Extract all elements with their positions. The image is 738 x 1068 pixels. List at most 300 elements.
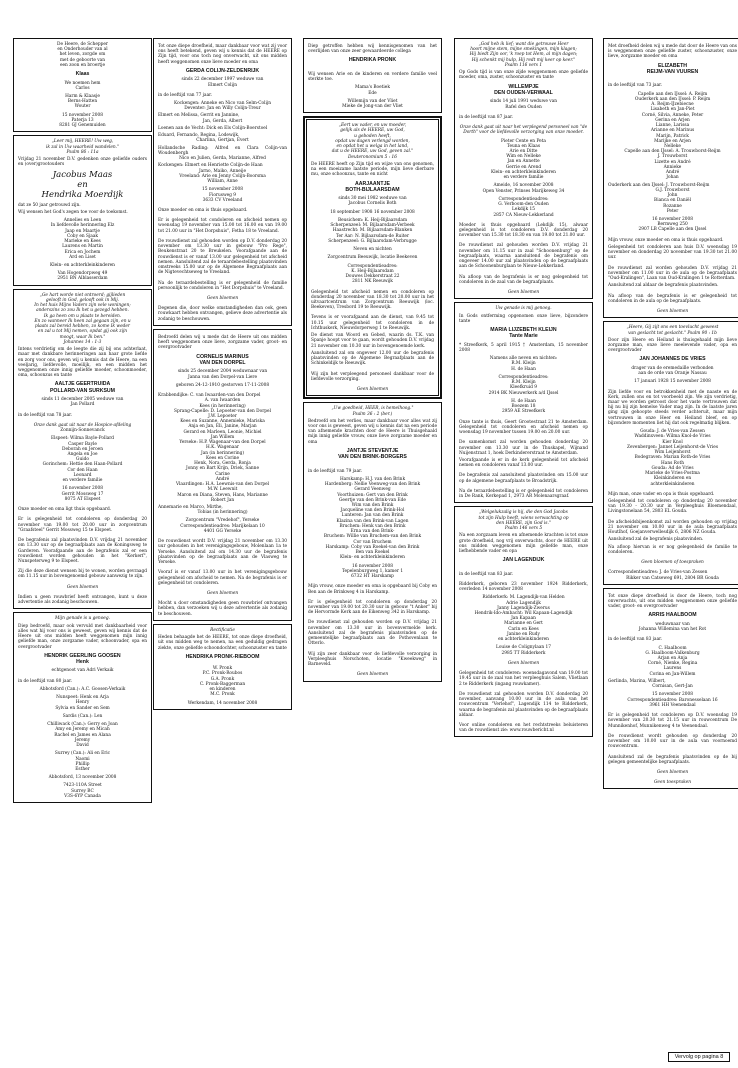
- notice-line: Er is gelegenheid tot condoleren op D.V. woensdag 19 november van 20.30 tot 21.15 uur in rouwcentrum De Munnikenhof, Munnikenweg 4 te Veenendaal.: [608, 713, 737, 729]
- notice-line: [311, 310, 434, 313]
- notice-line: M.W. Leewnit: [207, 487, 238, 493]
- notice-line: Beusichem: K. Heij-Bijlaarsdam: [337, 217, 408, 223]
- bible-verse: „Uw goedheid, HEER, is hemelhoog." Psalm 36 : 2 (ber.): [331, 406, 414, 417]
- notice-line: Elmert Colijn: [208, 82, 237, 88]
- notice-line: Rikker van Catseweg 691, 2804 BR Gouda: [626, 575, 719, 581]
- notice-line: Onze moeder en oma ligt thuis opgebaard.: [18, 507, 112, 513]
- notice-line: Arjan en Anja: [657, 656, 688, 661]
- notice-line: Wim van den Brink: [351, 503, 394, 509]
- notice-line: Arianne en Marinus: [650, 128, 695, 134]
- notice-line: Elmert en Melissa, Gerrit en Jannine,: [158, 113, 240, 119]
- deceased-name: AALTJE GEERTRUIDA POLLARD-VAN SURKSUM: [49, 381, 116, 394]
- notice-line: Corné, Silvia, Anneke, Peter: [641, 112, 704, 118]
- notice-line: Waddinxveen: Wilma Knol-de Vries: [634, 434, 711, 440]
- notice-line: Aansluitend zal de begrafenis plaatsvinden op de bij gelegen gemeentelijke begraafplaats.: [608, 754, 737, 765]
- notice-line: De rouwdienst zal gehouden worden D.V. vrijdag 21 november om 11.15 uur in zaal "Schoonenburg" op de begraafplaats, waarna aansluitend de begrafenis om ongeveer 14.00 uur zal plaatsvinden op de begraafplaats aan de Schoonenburglaan te Nieuw-Lekkerland.: [459, 243, 588, 270]
- notice-line: Arie en Ditte: [509, 148, 538, 154]
- notice-line: Mijn man, onze vader en opa is thuis opgebaard.: [608, 491, 715, 497]
- notice-text: Diep bedroefd, maar ook vervuld met dankbaarheid voor alles wat hij voor ons is geweest, geven wij kennis dat de Heere uit ons midden heeft weggenomen mijn innig geliefde man, onze zorgzame vader, schoonvader, opa en overgrootvader: [18, 623, 147, 650]
- notice-line: Ridderkerk: M. Lagendijk-van Helden: [482, 595, 565, 601]
- notice-line: Annieke: [663, 164, 682, 170]
- notice-line: [18, 674, 147, 677]
- notice-line: Naomi: [75, 756, 90, 762]
- notice-line: Hardenberg: Nellie Veenweg-van den Brink: [324, 482, 421, 488]
- notice-line: Na afloop van de begrafenis is er gelegenheid tot condoleren in de aula op de begraafplaats.: [608, 293, 737, 304]
- notice-line: [308, 464, 437, 467]
- notice-line: [608, 78, 737, 81]
- notice-line: [608, 289, 737, 292]
- notice-line: [608, 304, 737, 307]
- notice-line: dat ze 50 jaar getrouwd zijn.: [18, 202, 81, 208]
- notice-line: Ridderkerk, geboren 23 november 1924 Ridderkerk, overleden 14 november 2008: [459, 581, 588, 593]
- notice-line: Correspondentieadres: J. de Vries-van Zessen: [608, 570, 708, 576]
- notice-line: Harm & Klaasje: [65, 93, 100, 99]
- notice-line: [459, 718, 588, 721]
- notice-text: Bedroefd delen wij u mede dat de Heere uit ons midden heeft weggenomen onze lieve, zorgzame vader, groot- en overgrootvader: [158, 334, 287, 351]
- notice-line: Gerlinda, Marina, Wilbert,: [608, 678, 666, 684]
- notice-line: 7423-110A Street: [63, 783, 102, 789]
- notice-line: Wij wensen het God's zegen toe voor de toekomst.: [18, 209, 128, 215]
- notice-line: Vooraf is er vanaf 13.00 uur in het verenigingsgebouw gelegenheid om afscheid te nemen. Na de begrafenis is er gelegenheid tot condoleren.: [158, 570, 287, 586]
- notice-line: Geen bloemen: [507, 660, 540, 666]
- notice-line: 2857 CA Nieuw-Lekkerland: [493, 212, 554, 218]
- notice-line: 2811 NK Reeuwijk: [352, 279, 393, 285]
- notice-line: Jaap en Maartje: [65, 228, 100, 234]
- notice-line: Klein- en achterkleinkinderen: [491, 169, 556, 175]
- notice-line: Teuna en Klaas: [506, 143, 541, 149]
- notice-line: Erna van den Brink-: [350, 529, 395, 535]
- notice-line: Eduard, Fernando, Regina, Lodewijk,: [158, 133, 240, 139]
- notice-line: Rachel en James en Alana: [54, 732, 111, 738]
- notice-line: In liefdevolle herinnering Elz: [50, 223, 115, 229]
- notice-line: Kees en Corine: [205, 455, 240, 461]
- notice-line: Capelle aan den IJssel: A. Reijm: [637, 91, 708, 97]
- notice-line: 16 november 2008: [652, 217, 693, 223]
- notice-line: P.C. Pronk-Roubos: [202, 671, 243, 677]
- continued-on-page-label[interactable]: Vervolg op pagina 8: [668, 1052, 730, 1062]
- notice-line: Phillip: [75, 761, 90, 767]
- notice-line: J.W. Lepoeter: [208, 413, 237, 419]
- notice-line: Er is gelegenheid tot condoleren op donderdag 20 november van 19.00 tot 20.30 uur in gebouw "t Anker" bij de Hervormde Kerk aan de Eikenweg 342 in Harskamp.: [308, 599, 437, 616]
- notice-line: Jarno, Maiko, Anneije: [198, 168, 247, 174]
- notice-line: Cor den Haan: [67, 467, 98, 473]
- notice-line: Hollandsche Rading: Alfred en Clara Colijn-van Woudenbergh: [158, 145, 287, 156]
- notice-line: [608, 775, 737, 778]
- notice-line: en verdere familie: [62, 478, 103, 484]
- notice-line: Correspondentieadres: Baronesselaan 16: [627, 697, 718, 703]
- notice-line: H.K. Wagenaar: [206, 445, 239, 451]
- notice-line: Correspondentieadres:: [498, 196, 549, 202]
- notice-line: Geen bloemen: [206, 591, 239, 597]
- notice-line: Rafel den Ouden: [505, 104, 542, 110]
- notice-line: sinds 14 juli 1991 weduwe van: [489, 99, 558, 105]
- notice-line: De rouwdienst zal gehouden worden op D.V. vrijdag 21 november om 13.30 uur in bovenvermelde kerk. Aansluitend zal de begrafenis plaatsvinden op de gemeentelijke begraafplaats aan de Pothovenlaan te Otterlo.: [308, 620, 437, 647]
- notice-line: Kleinkinderen en: [653, 476, 692, 482]
- notice-line: Aansluitend zal aldaar de begrafenis plaatsvinden.: [608, 283, 719, 289]
- notice-line: en verdere familie: [503, 175, 544, 181]
- intro-line: en Onderhouder van al: [57, 47, 108, 53]
- notice-line: in de leeftijd van 79 jaar.: [308, 468, 363, 474]
- notice-line: 15 november 2008: [652, 692, 693, 698]
- death-notice: [13, 612, 152, 803]
- notice-line: W. Pronk: [212, 666, 233, 672]
- notice-line: Guido: [76, 457, 89, 463]
- notice-line: C. Pronk-Baggerman: [199, 681, 246, 687]
- notice-line: Correspondentieadres:: [498, 374, 549, 380]
- notice-line: 2985 TT Ridderkerk: [501, 650, 546, 656]
- notice-line: Bruchem: Henk van den Brink: [339, 523, 406, 529]
- notice-line: [459, 687, 588, 690]
- notice-line: [158, 291, 287, 294]
- notice-line: Erica en Jochem: [64, 249, 101, 255]
- notice-line: Amy en Jeremy en Micah: [55, 727, 110, 733]
- notice-line: [459, 270, 588, 273]
- notice-line: Abbotsford, 13 november 2008: [48, 775, 117, 781]
- notice-text: Bedroefd om het verlies, maar dankbaar voor alles wat zij voor ons is geweest, geven wij u kennis dat na een periode van afnemende krachten door de Heere is Thuisgehaald mijn innig geliefde vrouw, onze lieve zorgzame moeder en oma: [308, 418, 437, 445]
- notice-line: Gelegenheid tot afscheid nemen en condoleren op donderdag 20 november van 18.30 tot 20.00 uur in het uitvaartcentrum van Zorgcentrum Reeuwijk (loc. Beekeven), Tresbord 19 te Reeuwijk.: [311, 289, 434, 311]
- notice-line: Ouderkerk aan den IJssel: J. Trouwborst-Reijm: [608, 182, 710, 188]
- notice-line: Jacobus Cornelis Both: [348, 201, 397, 207]
- death-notice: [603, 588, 738, 790]
- intro-line: het leven, zorgde om: [59, 52, 106, 58]
- notice-line: Wim Leijenhorst: [654, 450, 691, 456]
- notice-line: Nunspeet: Henk en Arja: [56, 695, 109, 701]
- notice-line: [459, 238, 588, 241]
- notice-line: Jan en Annette: [507, 159, 540, 165]
- notice-line: Douwes Dekkerstraat 22: [345, 274, 400, 280]
- notice-line: [158, 203, 287, 206]
- notice-line: Scherpenzeel: G. Bijlaarsdam-Verbrugge: [328, 238, 417, 244]
- notice-line: Carin en Kees: [508, 626, 539, 632]
- notice-line: Voorthuizen: Gert van den Brink: [337, 492, 408, 498]
- notice-line: [459, 567, 588, 570]
- notice-line: Abbotsford (Can.): A.C. Goosen-Verkaik: [39, 686, 126, 692]
- notice-line: G. Haalboom-Valkenburg: [645, 650, 700, 656]
- bible-verse: „God heb ik lief; want die getrouwe Heer hoort mijne stem, mijne smekingen, mijn klagen; Hij biedt Zijn oor, 'k roep tot Hem, al mijn dagen; Hij schenkt mij hulp, Hij redt mij keer op keer." Psalm 116 vers 1: [469, 42, 578, 68]
- couple-names: Jacobus Maas en Hendrika Moerdijk: [41, 169, 124, 201]
- notice-line: Aansluitend zal de begrafenis plaatsvinden.: [608, 537, 704, 543]
- notice-line: [158, 534, 287, 537]
- notice-line: Maron en Diana, Steven, Hans, Marianne: [177, 492, 268, 498]
- notice-line: [608, 385, 737, 388]
- notice-text: Op Gods tijd is van onze zijde weggenomen onze geliefde moeder, oma, zuster, schoonzuster en tante: [459, 70, 588, 81]
- notice-line: Gelegenheid tot condoleren aan huis D.V. woensdag 19 november en donderdag 20 november van 19.30 tot 21.00 uur.: [608, 244, 737, 261]
- notice-line: Carlos: [75, 85, 90, 91]
- notice-line: 15 november 2008: [62, 112, 103, 118]
- notice-line: [608, 750, 737, 753]
- death-notice: [454, 38, 593, 299]
- notice-line: William, Anne: [207, 179, 238, 185]
- notice-line: [158, 596, 287, 599]
- notice-line: [608, 487, 737, 490]
- notice-line: Tepelenburgweg 1, kamer 1: [341, 568, 404, 574]
- deceased-name: JAN LAGENDIJK: [502, 557, 545, 564]
- notice-line: Robert Jan: [210, 497, 235, 503]
- notice-line: [459, 285, 588, 288]
- notice-line: Scherpenzeel: M. Bijlaarsdam-Verbeek: [330, 223, 415, 229]
- notice-line: Nelleke: [664, 143, 681, 149]
- notice-line: De rouwdienst wordt D.V. vrijdag 21 november om 13.30 uur gehouden in het verenigingsgebouw, Molenlaan 1a te Yerseke. Aansluitend zal om 14.30 uur de begrafenis plaatsvinden op de begraafplaats aan de Vlasweg te Yerseke.: [158, 539, 287, 566]
- notice-line: in de leeftijd van 77 jaar.: [158, 92, 213, 98]
- notice-line: in de leeftijd van 78 jaar.: [18, 412, 73, 418]
- notice-line: [308, 579, 437, 582]
- notice-line: Lekdijk 15: [512, 207, 535, 213]
- deceased-name: CORNELIS MARINUS VAN DEN DORPEL: [196, 353, 249, 366]
- notice-line: [18, 590, 147, 593]
- notice-line: Elspeet: Wilma Bayle-Pollard: [50, 436, 115, 442]
- notice-line: Esther: [75, 767, 90, 772]
- notice-line: Yerseke: H.P. Wagenaar-van den Dorpel: [179, 440, 266, 446]
- notice-line: Willemijn van der Vliet: [347, 98, 398, 104]
- notice-line: Corné, Nienke, Regina: [647, 661, 698, 667]
- notice-line: Paterja 13: [71, 117, 94, 123]
- notice-line: Corina en Jan-Willem: [649, 671, 696, 677]
- notice-line: Vlaardingen: H.A. Leewnis-van den Dorpel: [175, 482, 270, 488]
- notice-line: Jacqueline van den Brink-Hol: [340, 508, 405, 514]
- death-notice: [13, 135, 152, 285]
- notice-line: [459, 656, 588, 659]
- notice-line: Bruchem: Willie van Bruchem-van den Brink: [323, 534, 422, 540]
- notice-line: Na afloop van de begrafenis is er nog gelegenheid tot condoleren in de zaal van de begraafplaats.: [459, 274, 588, 285]
- notice-line: Capelle aan den IJssel: A. Trouwborst-Reijm: [624, 149, 721, 155]
- notice-line: Deventer: Jan en Willy Colijn-Treur: [184, 106, 261, 112]
- notice-line: Annemarie en Marco, Mirthe,: [158, 504, 223, 510]
- notice-line: Boezem 18: [511, 404, 536, 410]
- deceased-name: GERDA COLIJN-ZELDENRIJK: [185, 67, 260, 74]
- notice-line: Charlina, Gertjan, Evert: [196, 138, 249, 144]
- notice-line: Sardis (Can.): Len: [62, 713, 103, 719]
- notice-line: Tevens is er voorafgaand aan de dienst, van 9.45 tot 10.15 uur gelegenheid tot condoleren in de Ichthuskerk, Nieuwdorperweg 1 te Reeuwijk.: [311, 315, 434, 331]
- notice-line: Rozanne: [663, 203, 682, 209]
- notice-line: V3S-6YP Canada: [64, 793, 101, 799]
- notice-line: [608, 515, 737, 518]
- notice-line: Carine: [215, 471, 230, 477]
- notice-line: [459, 218, 588, 221]
- notice-line: Chilliwack (Can.): Gerry en Joan: [47, 722, 118, 728]
- notice-line: Open Venster, Prinses Marijkeweg 34: [482, 188, 565, 194]
- notice-line: [158, 388, 287, 391]
- notice-line: [18, 418, 147, 421]
- notice-line: [459, 484, 588, 487]
- notice-line: Moeder is thuis opgebaard (Lekdijk 15), alwaar gelegenheid is tot condoleren D.V. donderdag 20 november van 15.30 tot 18.30 en van 19.00 tot 21.00 uur.: [459, 222, 588, 239]
- notice-line: [308, 667, 437, 670]
- notice-line: Kleefkruid 9: [510, 385, 537, 391]
- notice-line: Er is gelegenheid tot condoleren op donderdag 20 november van 19.00 tot 20.00 uur in zorgcentrum "Graafsteel" Gerrit Mossweg 15 te Elspeet.: [18, 517, 147, 533]
- notice-line: Onze tante is thuis, Geert Grootestraat 21 te Amsterdam. Gelegenheid tot condoleren en afscheid nemen op woensdag 19 november tussen 19.00 en 20.00 uur.: [459, 419, 588, 436]
- notice-line: De rouwdienst zal gehouden worden op D.V. donderdag 20 november om 13.30 uur in gebouw "Pro Rege", Beukenstraat 20 te Breukelen. Voorafgaande aan de rouwdienst is er vanaf 13.00 uur gelegenheid tot afscheid nemen. Aansluitend zal de teraardebestelling plaatsvinden omstreeks 15.00 uur op de Algemene Begraafplaats aan de Nigtevechtseweg te Vreeland.: [158, 238, 287, 276]
- notice-line: [311, 285, 434, 288]
- notice-line: Mijn vrouw, onze moeder en oma is thuis opgebaard.: [608, 237, 724, 243]
- death-notice: [153, 329, 292, 621]
- notice-line: Surrey BC: [71, 788, 94, 794]
- notice-line: Haastrecht: M. Bijlaarsdam-Blanken: [332, 228, 413, 234]
- bible-verse: „Welgelukzalig is hij, die den God Jacobs tot zijn Hulp heeft, wiens verwachting op den HEERE, zijn God is." Psalm 146 vers 5: [478, 510, 569, 532]
- notice-line: 15 november 2008: [202, 187, 243, 193]
- notice-line: 3961 HH Veenendaal: [649, 702, 696, 708]
- notice-line: Klazina van den Brink-van Lagen: [336, 518, 409, 524]
- notice-line: Laurens: [663, 666, 682, 672]
- notice-line: Mijn vrouw, onze moeder en oma is opgebaard bij Coby en Ben aan de Brinkweg 4 in Harskamp.: [308, 584, 437, 595]
- death-notice: [153, 38, 292, 326]
- notice-line: Onze moeder en oma is thuis opgebaard.: [158, 207, 248, 213]
- notice-line: C. Haalboom: [658, 645, 687, 651]
- bible-verse: „Eert uw vader, en uw moeder, gelijk als de HEERE, uw God, u geboden heeft, opdat uw dagen verlengd worden, en opdat het u welga in het land, dat u de HEERE, uw God, geven zal." Deuteronomium 5 : 16: [331, 123, 414, 160]
- notice-line: Marieke de Vries-Postma: [645, 471, 700, 477]
- notice-line: De dienst van Woord en Gebed, waarin ds. T.K. van Spanje hoopt voor te gaan, wordt gehouden D.V. vrijdag 21 november om 10.30 uur in bovengenoemde kerk.: [311, 333, 434, 349]
- notice-text: Intens verdrietig om de leegte die zij bij ons achterlaat, maar met dankbare herinneringen aan haar grote liefde en zorg voor ons, geven wij u kennis dat de Heere, na een veeljarig, liefdevolle, moeilijk, en een midden het weggenomen onze innig geliefde moeder, schoonmoeder, oma, schoonzus en tante: [18, 347, 147, 379]
- notice-line: De begrafenis zal aansluitend plaatsvinden om 15.00 uur op de algemene begraafplaats te Broadstrijk.: [459, 473, 588, 484]
- notice-line: Onze dank gaat uit naar de Hospice-afdeling: [33, 422, 132, 428]
- notice-line: sinds 22 december 1997 weduwe van: [181, 77, 264, 83]
- notice-line: Coby en Sjaak: [66, 233, 99, 239]
- notice-line: [459, 577, 588, 580]
- notice-line: Zonnijn-Sonnevanck: [60, 428, 105, 434]
- notice-line: Geen toespraken: [654, 780, 691, 786]
- notice-line: [608, 729, 737, 732]
- notice-line: Marijke en Arjen: [654, 138, 691, 144]
- notice-line: Zorgcentrum Beeuwijk, locatie Beekeven: [327, 255, 418, 261]
- notice-line: Wij zijn het verpleegend personeel dankbaar voor de liefdevolle verzorging.: [311, 371, 434, 382]
- notice-line: R.M. Kleijn: [511, 361, 536, 367]
- notice-line: Janny Lagendijk-Zwerus: [497, 605, 550, 611]
- notice-line: Janna van den Dorpel-van Liere: [188, 374, 257, 380]
- bible-verse: Uw genade is mij genoeg.: [495, 306, 552, 312]
- death-notice: [13, 38, 152, 132]
- notice-line: in de leeftijd van 83 jaar.: [608, 637, 663, 643]
- notice-line: Wim en Nelleke: [506, 154, 541, 160]
- notice-line: A. Reijm-IJzebiecne: [651, 102, 694, 108]
- notice-line: Ard en Liset: [69, 254, 96, 260]
- notice-line: [308, 67, 437, 70]
- notice-line: Gerina en Arjen: [655, 117, 690, 123]
- deceased-name: ARRIS HAALBOOM: [648, 612, 697, 619]
- notice-line: * Streefkerk, 5 april 1915 † Amsterdam, 15 november 2008: [459, 342, 588, 353]
- notice-line: en achterkleinkinderen: [498, 637, 549, 643]
- notice-line: Klein- en achterkleinkinderen: [340, 555, 405, 561]
- notice-line: Klein- en achterkleinkinderen: [50, 262, 115, 268]
- notice-line: Er is gelegenheid tot condoleren en afscheid nemen op woensdag 19 november van 15.00 tot 16.00 en van 19.00 tot 21.00 uur in "Het Dorpshuis", Fetha 18 te Vreeland.: [158, 218, 287, 234]
- notice-line: Marianne en Gert: [504, 621, 543, 627]
- notice-line: Jeremy: [74, 737, 91, 743]
- notice-line: en kinderen: [209, 687, 236, 693]
- deceased-name: WILLEMPJE DEN OUDEN-VERWAAL: [494, 83, 553, 96]
- notice-line: Onze dank gaat uit naar het verplegend personeel van "de Dorth" voor de liefdevolle verzorging van onze moeder.: [459, 125, 588, 136]
- notice-line: 17 januari 1928 15 november 2008: [634, 379, 711, 385]
- notice-line: Cor van Bruchem: [353, 539, 392, 545]
- deceased-name: ELIZABETH REIJM-VAN VUUREN: [646, 62, 699, 76]
- notice-line: Annelies en Leen: [63, 218, 102, 224]
- deceased-name: HENDRIK GEERLING GOOSEN Henk: [44, 652, 121, 666]
- notice-line: Geen bloemen: [66, 584, 99, 590]
- deceased-name: JAN JOHANNES DE VRIES: [639, 356, 706, 363]
- notice-line: Sylvia en Sander en Sem: [55, 705, 110, 711]
- column-1: [13, 38, 152, 806]
- death-notice: [454, 302, 593, 503]
- notice-line: Nico en Julien, Gerda, Marianne, Alfred: [179, 156, 266, 162]
- notice-line: Marieke en Kees: [64, 239, 101, 245]
- notice-line: [158, 234, 287, 237]
- notice-line: Leonard: [73, 472, 92, 478]
- notice-line: Surrey (Can.): Ali en Eric: [54, 751, 111, 757]
- notice-line: Na de teraardebestelling is er gelegenheid de familie persoonlijk te condoleren in "Het Dorpshuis" te Vreeland.: [158, 280, 287, 291]
- death-notice: [303, 402, 442, 681]
- column-5: [603, 38, 738, 792]
- notice-line: [158, 301, 287, 304]
- notice-line: Zijn liefde voor en betrokkenheid met de naaste en de Kerk, zullen ons en tot voorbeeld zijn. We zijn verdrietig, maar we worden getroost door het vaste vertrouwen dat hij nu bij zijn hemelse Vader mag zijn. In de laatste jaren ging zijn gehoopte steeds verder achteruit, maar mijn vertrouwen in onze Heer en Heiland bleef, en op bijzondere momenten liet hij dat ook regelmatig blijken.: [608, 389, 737, 426]
- bible-verse: „Heere, Gij zijt ons een toevlucht geweest van geslacht tot geslacht." Psalm 90 : 1b: [626, 325, 719, 336]
- notice-line: Henk, Nora, Gerda, Ronja: [194, 461, 251, 467]
- notice-line: Peter: [666, 208, 679, 214]
- notice-line: Louise de Colignylaan 17: [495, 645, 552, 651]
- notice-line: [608, 233, 737, 236]
- notice-line: Namens alle neven en nichten:: [489, 356, 558, 362]
- notice-line: echtgenoot van Adri Verkaik: [51, 668, 114, 674]
- notice-line: H. de Haan: [511, 366, 536, 372]
- notice-line: David: [76, 743, 89, 749]
- notice-line: Johanna Willemina van het Rot: [638, 627, 707, 633]
- notice-line: [158, 88, 287, 91]
- notice-line: G. Verboom-den Ouden: [498, 202, 549, 208]
- notice-line: Lizette en André: [654, 159, 691, 165]
- notice-line: achterkleinkinderen: [650, 481, 695, 487]
- notice-line: Marijn, Patrick: [656, 133, 689, 139]
- notice-line: K. Heij-Bijlaarsdam: [351, 268, 394, 274]
- notice-line: 8281 GJ Genemuiden: [59, 123, 106, 129]
- notice-line: Bianca en Daniël: [654, 198, 691, 204]
- notice-line: Wij wensen Arie en de kinderen en verdere familie veel sterkte toe.: [308, 71, 437, 83]
- death-notice: [153, 624, 292, 710]
- notice-line: Kees en Suzanne, Annemieke, Mariska: [180, 419, 265, 425]
- notice-line: Indien u geen rouwbrief heeft ontvangen, kunt u deze advertentie als zodanig beschouwen.: [18, 594, 147, 606]
- notice-line: Jan, Gerda, Albert: [202, 118, 243, 124]
- notice-line: Harskamp: H.J. van den Brink: [339, 476, 406, 482]
- notice-line: [459, 415, 588, 418]
- notice-line: De rouwdienst wordt gehouden op donderdag 20 november om 10.00 uur in de aula van voornoemd rouwcentrum.: [608, 733, 737, 750]
- notice-text: Door zijn Heere en Heiland is thuisgehaald mijn lieve zorgzame man, onze lieve meelevende vader, opa en overgrootvader: [608, 337, 737, 354]
- notice-line: Zorgcentrum "Vredehof", Yerseke: [185, 518, 260, 524]
- notice-line: Na de teraardebestelling is er gelegenheid tot condoleren in De Rank, Kerkepad 1, 2973 AR Molenaarsgraaf.: [459, 488, 588, 500]
- notice-line: Geen bloemen of toespraken: [641, 560, 704, 566]
- notice-line: Johan: [666, 175, 679, 181]
- notice-line: Kees (in herinnering): [199, 403, 246, 409]
- notice-line: Na afloop hiervan is er nog gelegenheid de familie te condoleren.: [608, 544, 737, 555]
- bible-verse: Mijn genade is u genoeg.: [55, 616, 110, 622]
- notice-line: [459, 666, 588, 669]
- notice-line: G.J. Trouwborst: [655, 187, 690, 193]
- notice-line: 3633 CV Vreeland: [202, 197, 243, 203]
- notice-line: Mama's Boetiek: [355, 85, 390, 91]
- notice-text: Na een zorgzaam leven en afnemende krachten is tot onze grote droefheid, nog vrij onverwachts, door de HEERE uit ons midden weggenomen mijn geliefde man, onze liefhebbende vader en opa: [459, 533, 588, 555]
- notice-line: 16 november 2008: [352, 563, 393, 569]
- notice-line: 2951 BN Alblasserdam: [57, 276, 108, 282]
- notice-line: Jan Willem: [210, 434, 235, 440]
- notice-line: Voorafgaande is er in de kerk gelegenheid tot afscheid nemen en condoleren vanaf 13.00 uur.: [459, 457, 588, 469]
- notice-line: [158, 276, 287, 279]
- death-notice: [13, 289, 152, 610]
- notice-line: Ede: [368, 90, 377, 96]
- notice-line: Jan (in herinnering): [200, 450, 245, 456]
- notice-line: [158, 565, 287, 568]
- notice-line: André: [215, 476, 230, 482]
- notice-text: Diep getroffen hebben wij kennisgenomen van het overlijden van onze zeer gewaardeerde collega: [308, 44, 437, 55]
- notice-line: Kier Knol: [662, 439, 683, 445]
- notice-line: [308, 595, 437, 598]
- column-2: [153, 38, 292, 713]
- notice-line: Ter Aar: N. Bijlaarsdam-de Ruiter: [335, 233, 410, 239]
- notice-line: Van Hogendorpweg 49: [57, 271, 108, 277]
- notice-line: 16 november 2008: [62, 486, 103, 492]
- notice-line: J. Trouwborst: [657, 154, 688, 160]
